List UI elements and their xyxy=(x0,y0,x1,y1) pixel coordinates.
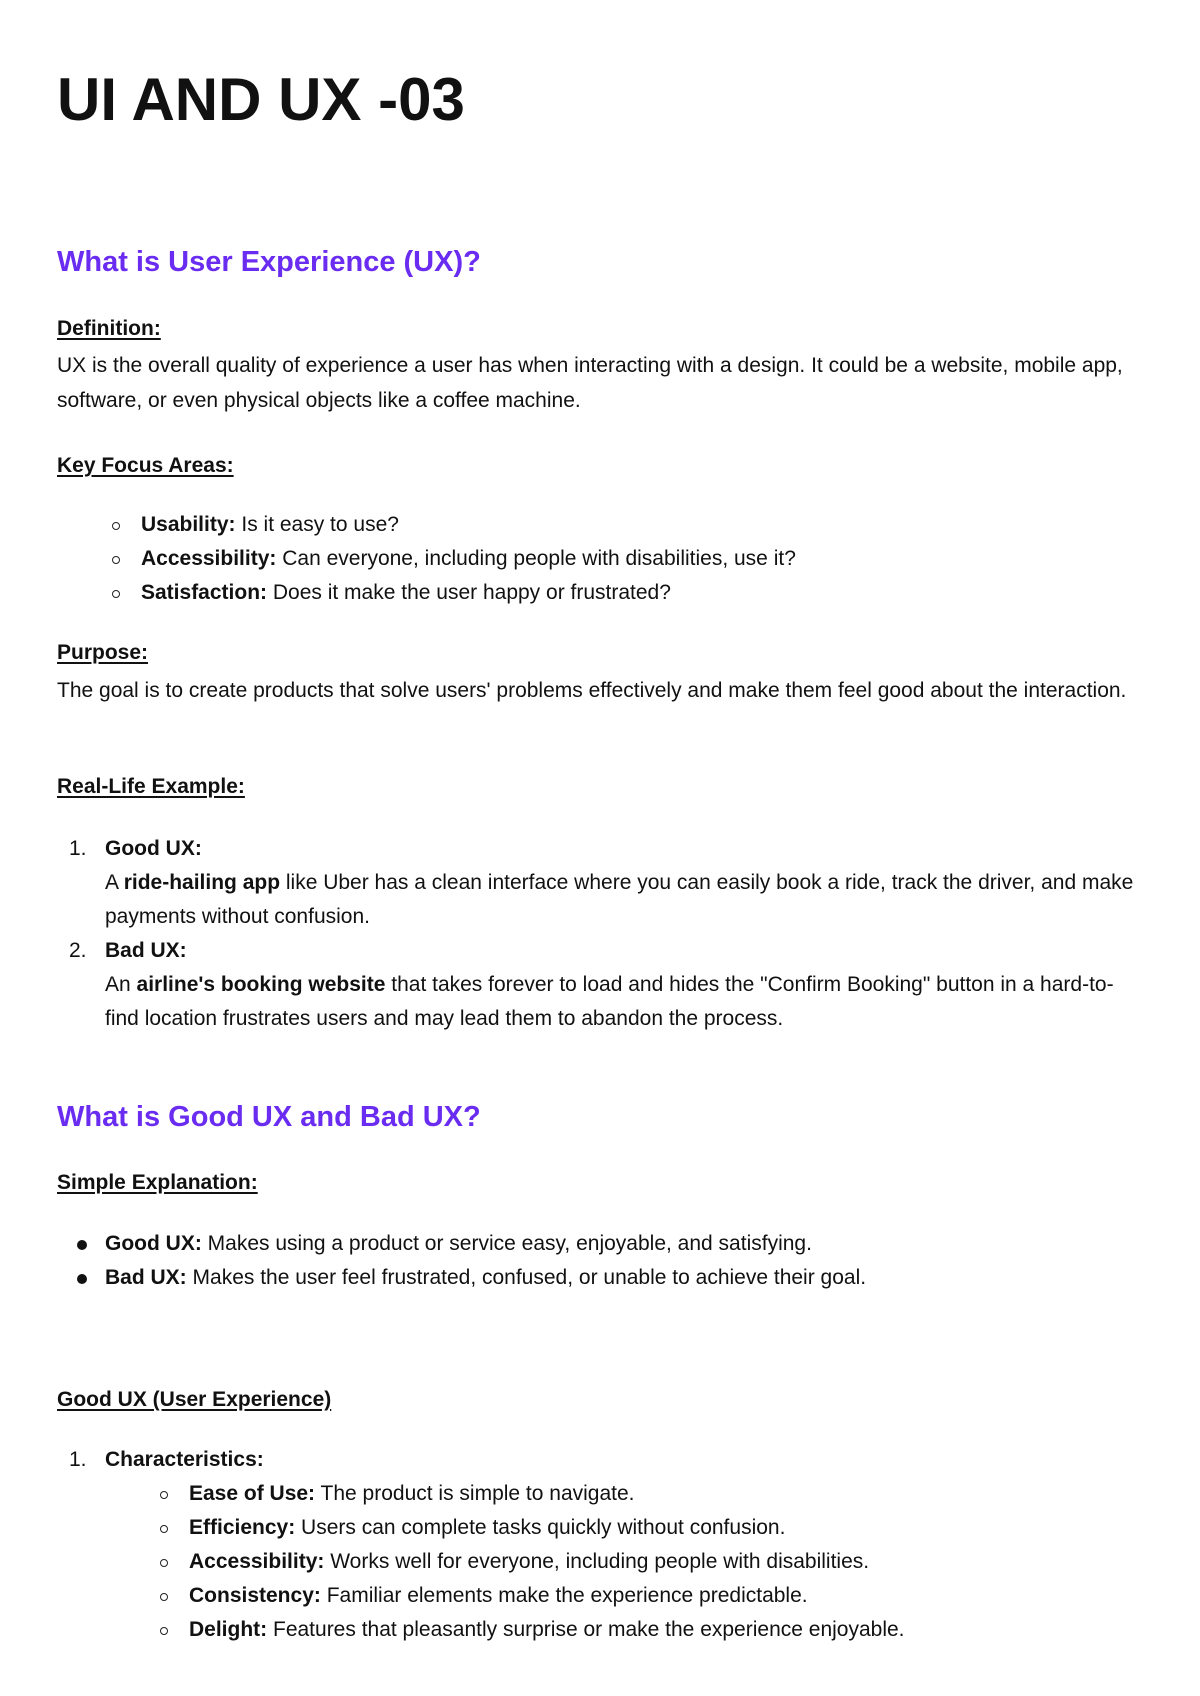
section-heading-good-bad-ux: What is Good UX and Bad UX? xyxy=(57,1101,481,1133)
list-item: 2. Bad UX: An airline's booking website that takes forever to load and hides the "Confirm Booking" button in a hard-to-find location frustrates users and may lead them to abandon the process. xyxy=(69,939,1114,1030)
list-item: Bad UX: Makes the user feel frustrated, confused, or unable to achieve their goal. xyxy=(57,1261,1144,1295)
list-item: Efficiency: Users can complete tasks quickly without confusion. xyxy=(105,1511,1144,1545)
list-item: 1. Characteristics: Ease of Use: The product is simple to navigate. Efficiency: Users can complete tasks quickly without confusion. Accessibility: Works well for everyone, including people with disabilities. Consistency: Familiar elements make the experience predictable. Delight: Features that pleasantly surprise or make the experience enjoyable. xyxy=(57,1443,1144,1647)
purpose-label: Purpose: xyxy=(57,641,149,664)
list-item: Accessibility: Works well for everyone, including people with disabilities. xyxy=(105,1545,1144,1579)
examples-list xyxy=(57,832,1144,1036)
purpose-text: The goal is to create products that solve users' problems effectively and make them feel good about the interaction. xyxy=(57,679,1127,702)
definition-label: Definition: xyxy=(57,317,161,340)
page-title: UI AND UX -03 xyxy=(57,66,465,133)
key-focus-label: Key Focus Areas: xyxy=(57,454,234,477)
list-item: Accessibility: Can everyone, including people with disabilities, use it? xyxy=(57,542,1144,576)
definition-text: UX is the overall quality of experience a user has when interacting with a design. It could be a website, mobile app, software, or even physical objects like a coffee machine. xyxy=(57,354,1123,412)
simple-explanation-list xyxy=(57,1227,1144,1295)
list-item: Satisfaction: Does it make the user happy or frustrated? xyxy=(57,576,1144,610)
good-ux-list xyxy=(57,1443,1144,1647)
list-item: Delight: Features that pleasantly surprise or make the experience enjoyable. xyxy=(105,1613,1144,1647)
focus-areas-list xyxy=(57,508,1144,610)
list-item: Ease of Use: The product is simple to navigate. xyxy=(105,1477,1144,1511)
list-item: Good UX: Makes using a product or service easy, enjoyable, and satisfying. xyxy=(57,1227,1144,1261)
real-life-example-label: Real-Life Example: xyxy=(57,775,245,798)
good-ux-label: Good UX (User Experience) xyxy=(57,1388,332,1411)
section-heading-what-is-ux: What is User Experience (UX)? xyxy=(57,246,481,278)
list-item: Consistency: Familiar elements make the experience predictable. xyxy=(105,1579,1144,1613)
simple-explanation-label: Simple Explanation: xyxy=(57,1171,258,1194)
characteristics-list xyxy=(105,1477,1144,1647)
list-item: Usability: Is it easy to use? xyxy=(57,508,1144,542)
list-item: 1. Good UX: A ride-hailing app like Uber has a clean interface where you can easily book a ride, track the driver, and make payments without confusion. xyxy=(69,837,1134,928)
